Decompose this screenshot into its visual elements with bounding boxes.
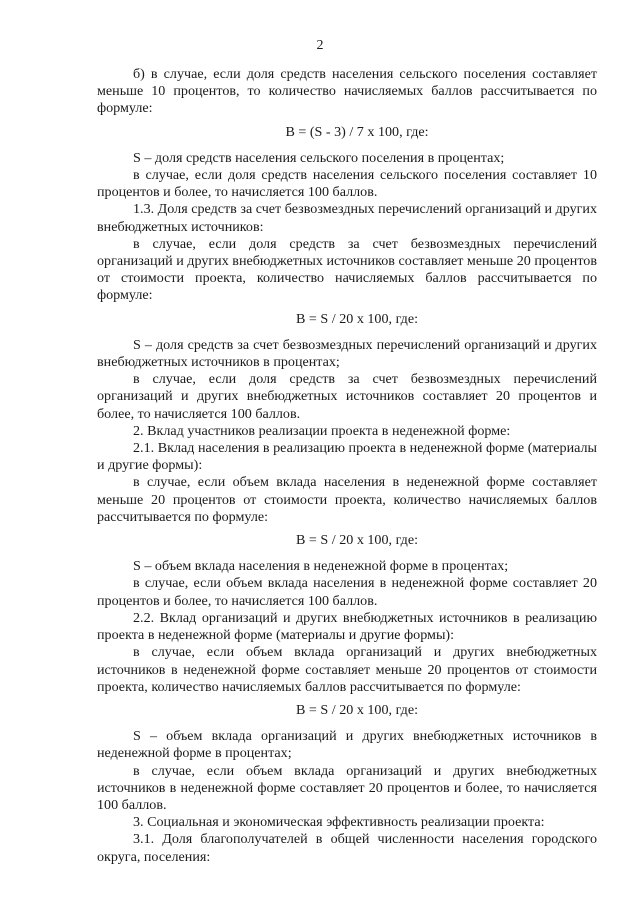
formula-1: B = (S - 3) / 7 x 100, где: [285, 123, 429, 140]
page-number: 2 [316, 38, 324, 53]
paragraph-2-1: 2.1. Вклад населения в реализацию проекта в неденежной форме (материалы и другие формы): [97, 440, 597, 474]
paragraph-2-2-case: в случае, если объем вклада организаций и других внебюджетных источников в неденежной форме составляет меньше 20 процентов от стоимости проекта, количество начисляемых баллов рассчитывается по формуле: [97, 644, 597, 695]
paragraph-2-2: 2.2. Вклад организаций и других внебюджетных источников в реализацию проекта в неденежной форме (материалы и другие формы): [97, 609, 597, 644]
formula-4: B = S / 20 x 100, где: [296, 701, 418, 718]
paragraph-rule-4: в случае, если объем вклада организаций и других внебюджетных источников в неденежной форме составляет 20 процентов и более, то начисляется 100 баллов. [97, 762, 597, 813]
paragraph-2-1-case: в случае, если объем вклада населения в неденежной форме составляет меньше 20 процентов от стоимости проекта, количество начисляемых баллов рассчитывается по формуле: [97, 474, 597, 525]
paragraph-3: 3. Социальная и экономическая эффективность реализации проекта: [133, 814, 545, 831]
definition-s-2: S – доля средств за счет безвозмездных перечислений организаций и других внебюджетных источников в процентах; [97, 336, 597, 371]
definition-s-3: S – объем вклада населения в неденежной форме в процентах; [133, 558, 509, 575]
paragraph-1-3: 1.3. Доля средств за счет безвозмездных перечислений организаций и других внебюджетных источников: [97, 201, 597, 235]
paragraph-rule-1: в случае, если доля средств населения сельского поселения составляет 10 процентов и более, то начисляется 100 баллов. [97, 167, 597, 201]
formula-3: B = S / 20 x 100, где: [296, 532, 418, 549]
definition-s-1: S – доля средств населения сельского поселения в процентах; [133, 149, 505, 166]
paragraph-2: 2. Вклад участников реализации проекта в неденежной форме: [133, 422, 511, 439]
document-body [97, 66, 597, 866]
paragraph-rule-2: в случае, если доля средств за счет безвозмездных перечислений организаций и других внебюджетных источников составляет 20 процентов и более, то начисляется 100 баллов. [97, 371, 597, 422]
formula-2: B = S / 20 x 100, где: [296, 310, 418, 327]
paragraph-1-3-case: в случае, если доля средств за счет безвозмездных перечислений организаций и других внебюджетных источников составляет меньше 20 процентов от стоимости проекта, количество начисляемых баллов рассчитывается по формуле: [97, 235, 597, 304]
definition-s-4: S – объем вклада организаций и других внебюджетных источников в неденежной форме в процентах; [97, 728, 597, 762]
paragraph-3-1: 3.1. Доля благополучателей в общей численности населения городского округа, поселения: [97, 831, 597, 865]
paragraph-rule-3: в случае, если объем вклада населения в неденежной форме составляет 20 процентов и более, то начисляется 100 баллов. [97, 575, 597, 609]
paragraph-1b: б) в случае, если доля средств населения сельского поселения составляет меньше 10 процентов, то количество начисляемых баллов рассчитывается по формуле: [97, 66, 597, 117]
